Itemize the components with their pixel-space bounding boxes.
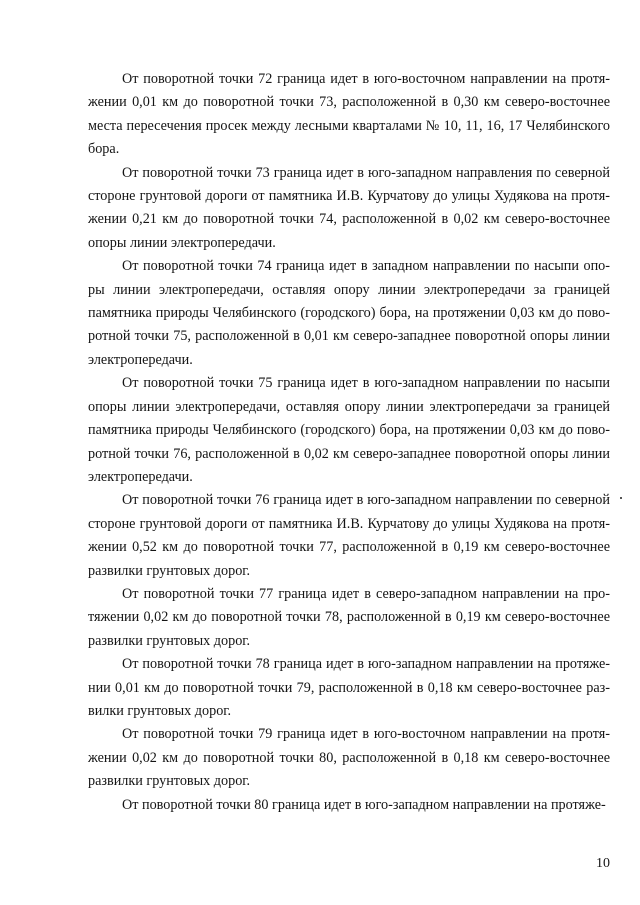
paragraph-1: От поворотной точки 72 граница идет в юго-восточном направлении на протяжении 0,01 км до поворотной точки 73, расположенной в 0,30 км северо-восточнее места пересечения просек между лесными кварталами № 10, 11, 16, 17 Челябинского бора. (88, 71, 610, 158)
paragraph-3: От поворотной точки 74 граница идет в западном направлении по насыпи опоры линии электропередачи, оставляя опору линии электропередачи за границей памятника природы Челябинского (городского) бора, на протяжении 0,03 км до поворотной точки 75, расположенной в 0,01 км северо-западнее поворотной опоры линии электропередачи. (88, 258, 610, 368)
paragraph-5: От поворотной точки 76 граница идет в юго-западном направлении по северной стороне грунтовой дороги от памятника И.В. Курчатову до улицы Худякова на протяжении 0,52 км до поворотной точки 77, расположенной в 0,19 км северо-восточнее развилки грунтовых дорог. (88, 492, 610, 579)
paragraph-9: От поворотной точки 80 граница идет в юго-западном направлении на протяже- (122, 796, 606, 813)
paragraph-4: От поворотной точки 75 граница идет в юго-западном направлении по насыпи опоры линии электропередачи, оставляя опору линии электропередачи за границей памятника природы Челябинского (городского) бора, на протяжении 0,03 км до поворотной точки 76, расположенной в 0,02 км северо-западнее поворотной опоры линии электропередачи. (88, 375, 610, 485)
margin-speck (620, 497, 622, 499)
paragraph-7: От поворотной точки 78 граница идет в юго-западном направлении на протяжении 0,01 км до поворотной точки 79, расположенной в 0,18 км северо-восточнее развилки грунтовых дорог. (88, 656, 610, 719)
page-number: 10 (596, 856, 610, 871)
body-text (88, 68, 610, 817)
paragraph-2: От поворотной точки 73 граница идет в юго-западном направления по северной стороне грунтовой дороги от памятника И.В. Курчатову до улицы Худякова на протяжении 0,21 км до поворотной точки 74, расположенной в 0,02 км северо-восточнее опоры линии электропередачи. (88, 164, 610, 251)
paragraph-6: От поворотной точки 77 граница идет в северо-западном направлении на протяжении 0,02 км до поворотной точки 78, расположенной в 0,19 км северо-восточнее развилки грунтовых дорог. (88, 585, 610, 649)
paragraph-8: От поворотной точки 79 граница идет в юго-восточном направлении на протяжении 0,02 км до поворотной точки 80, расположенной в 0,18 км северо-восточнее развилки грунтовых дорог. (88, 726, 610, 790)
